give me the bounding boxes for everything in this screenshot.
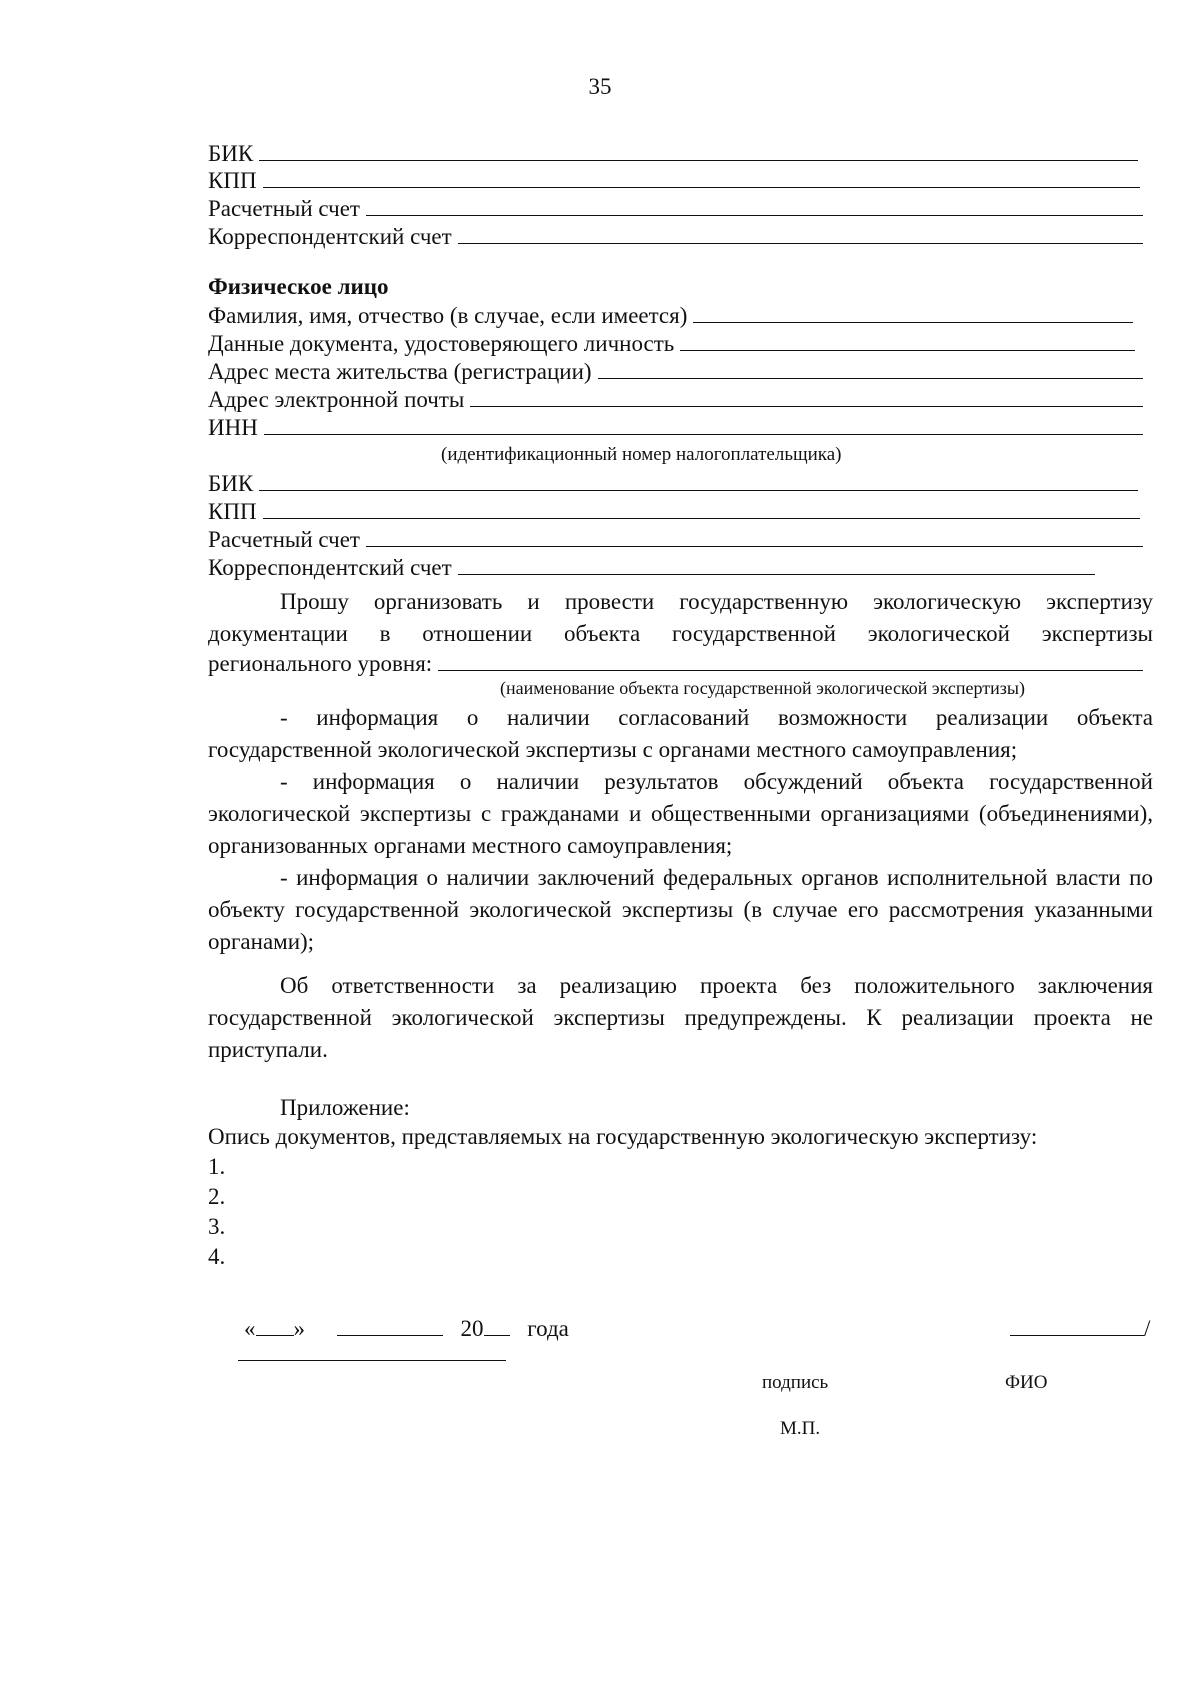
request-text: Прошу организовать и провести государственную экологическую экспертизу документации в отношении объекта государственной экологической экспертизы (208, 589, 1153, 646)
close-quote: » (293, 1316, 305, 1341)
year-word: года (527, 1316, 569, 1341)
full-name-input-line[interactable] (693, 302, 1133, 323)
appendix-inventory: Опись документов, представляемых на государственную экологическую экспертизу: (208, 1124, 1038, 1149)
inn-field (208, 414, 1143, 442)
kpp-field (208, 498, 1140, 526)
bik-field (208, 470, 1138, 498)
account-field (208, 526, 1143, 554)
email-field (208, 386, 1143, 414)
appendix-title: Приложение: (280, 1095, 410, 1120)
open-quote: « (244, 1316, 256, 1341)
inn-caption: (идентификационный номер налогоплательщика) (441, 444, 842, 465)
info-item-2: - информация о наличии результатов обсуждений объекта государственной экологической экспертизы с гражданами и общественными организациями (объединениями), организованных органами местного самоуправления; (208, 769, 1153, 858)
date-underline (238, 1360, 506, 1361)
individual-heading: Физическое лицо (208, 274, 389, 299)
responsibility-paragraph: Об ответственности за реализацию проекта без положительного заключения государственной экологической экспертизы предупреждены. К реализации проекта не приступали. (208, 973, 1153, 1062)
id-document-field (208, 330, 1135, 358)
bik-label-2: БИК (208, 471, 254, 496)
inn-label: ИНН (208, 415, 258, 440)
page-number: 35 (588, 74, 612, 99)
kpp-input-line-2[interactable] (263, 498, 1140, 519)
email-input-line[interactable] (470, 386, 1143, 407)
region-level-label: регионального уровня: (208, 651, 433, 676)
id-document-input-line[interactable] (680, 330, 1135, 351)
appendix-item: 4. (208, 1244, 226, 1269)
signature-line (1010, 1314, 1150, 1344)
kpp-label: КПП (208, 168, 257, 193)
request-paragraph (208, 586, 1153, 650)
date-line (244, 1314, 569, 1344)
appendix-item: 3. (208, 1214, 226, 1239)
corr-account-label: Корреспондентский счет (208, 224, 452, 249)
name-label: ФИО (1005, 1372, 1048, 1393)
corr-account-field (208, 554, 1095, 582)
id-document-label: Данные документа, удостоверяющего личность (208, 331, 675, 356)
corr-account-input-line-2[interactable] (458, 554, 1095, 575)
object-caption: (наименование объекта государственной экологической экспертизы) (500, 678, 1025, 698)
appendix-item: 2. (208, 1184, 226, 1209)
signature-slash: / (1144, 1316, 1151, 1341)
kpp-input-line[interactable] (263, 167, 1140, 188)
bik-field-top (208, 140, 1138, 168)
info-item-3: - информация о наличии заключений федеральных органов исполнительной власти по объекту государственной экологической экспертизы (в случае его рассмотрения указанными органами); (208, 865, 1153, 954)
account-field-top (208, 195, 1143, 223)
bik-input-line[interactable] (259, 140, 1138, 161)
corr-account-label-2: Корреспондентский счет (208, 555, 452, 580)
signature-label: подпись (762, 1372, 829, 1393)
address-input-line[interactable] (598, 358, 1143, 379)
year-input-line[interactable] (484, 1315, 510, 1336)
account-label-2: Расчетный счет (208, 527, 360, 552)
object-name-input-line[interactable] (438, 650, 1143, 671)
kpp-label-2: КПП (208, 499, 257, 524)
address-field (208, 358, 1143, 386)
appendix-item: 1. (208, 1154, 226, 1179)
info-item-1: - информация о наличии согласований возможности реализации объекта государственной экологической экспертизы с органами местного самоуправления; (208, 705, 1153, 762)
email-label: Адрес электронной почты (208, 387, 465, 412)
account-input-line-2[interactable] (366, 526, 1143, 547)
day-input-line[interactable] (256, 1315, 294, 1336)
object-name-field (208, 650, 1143, 678)
signature-input-line[interactable] (1010, 1315, 1144, 1336)
month-input-line[interactable] (337, 1315, 443, 1336)
corr-account-field-top (208, 223, 1143, 251)
year-prefix: 20 (460, 1316, 484, 1341)
full-name-field (208, 302, 1133, 330)
account-label: Расчетный счет (208, 196, 360, 221)
full-name-label: Фамилия, имя, отчество (в случае, если имеется) (208, 303, 688, 328)
kpp-field-top (208, 167, 1140, 195)
account-input-line[interactable] (366, 195, 1143, 216)
corr-account-input-line[interactable] (458, 223, 1143, 244)
inn-input-line[interactable] (264, 414, 1143, 435)
bik-label: БИК (208, 141, 254, 166)
address-label: Адрес места жительства (регистрации) (208, 359, 592, 384)
seal-label: М.П. (780, 1418, 821, 1439)
bik-input-line-2[interactable] (259, 470, 1138, 491)
